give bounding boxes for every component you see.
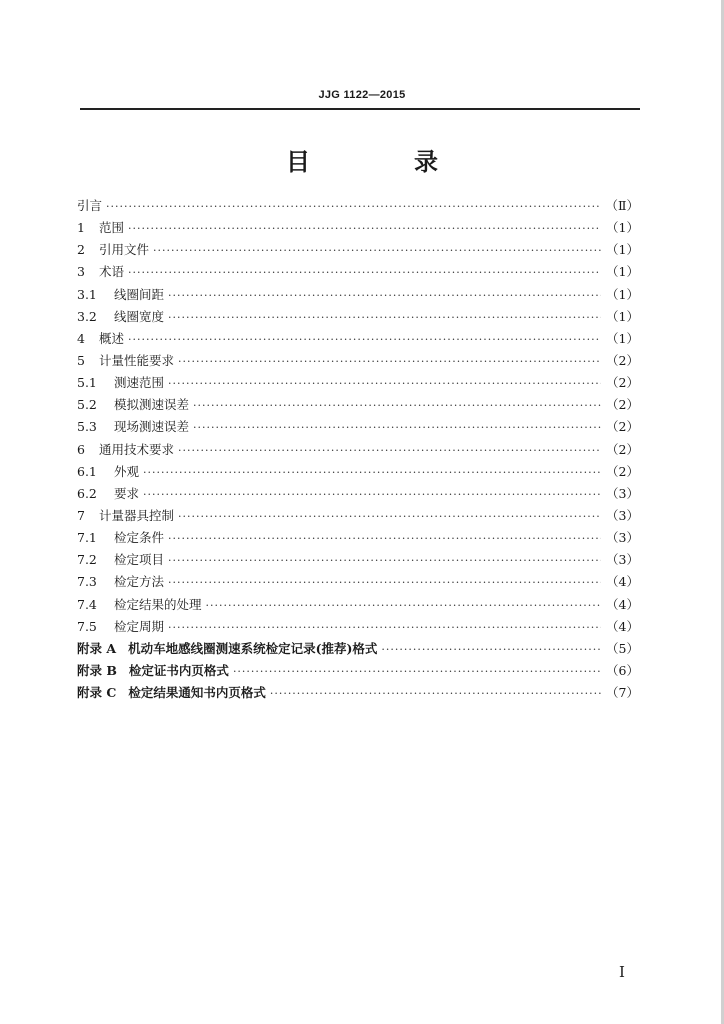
toc-entry-page: （1） (606, 220, 639, 236)
toc-entry-page: （1） (606, 242, 639, 258)
toc-entry-label: 检定条件 (114, 530, 165, 546)
toc-leader-dots (206, 595, 601, 617)
toc-entry[interactable] (77, 217, 639, 239)
toc-entry-page: （Ⅱ） (605, 198, 639, 213)
toc-leader-dots (193, 395, 601, 417)
toc-leader-dots (168, 373, 601, 395)
toc-entry[interactable] (77, 439, 639, 461)
toc-entry-page: （1） (606, 264, 639, 280)
toc-leader-dots (178, 440, 601, 462)
toc-entry-number: 5.2 (77, 397, 97, 413)
toc-entry-page: （4） (606, 596, 639, 612)
toc-entry[interactable] (77, 549, 639, 571)
toc-entry[interactable] (77, 505, 639, 527)
toc-entry-page: （3） (606, 552, 639, 568)
toc-entry-page: （2） (606, 419, 639, 435)
toc-entry-page: （7） (606, 685, 639, 701)
toc-entry-label: 范围 (99, 220, 125, 236)
toc-entry[interactable] (77, 461, 639, 483)
toc-leader-dots (168, 572, 601, 594)
toc-entry-label: 引言 (77, 198, 103, 213)
toc-entry-number: 6.2 (77, 485, 97, 501)
toc-leader-dots (143, 462, 601, 484)
toc-entry-number: 7.3 (77, 574, 97, 590)
toc-entry-number: 6.1 (77, 463, 97, 479)
toc-entry-label: 检定周期 (114, 618, 165, 634)
toc-leader-dots (193, 417, 601, 439)
toc-leader-dots (128, 262, 601, 284)
toc-entry-number: 6 (77, 441, 85, 457)
toc-leader-dots (168, 550, 601, 572)
toc-entry-page: （4） (606, 574, 639, 590)
toc-leader-dots (153, 240, 601, 262)
toc-entry[interactable] (77, 239, 639, 261)
toc-title: 目 录 (286, 148, 478, 176)
toc-entry-number: 3.2 (77, 308, 97, 324)
toc-entry-page: （2） (606, 463, 639, 479)
toc-entry-label: 要求 (114, 485, 140, 501)
toc-entry-label: 引用文件 (99, 242, 150, 258)
toc-entry-label: 线圈宽度 (114, 308, 165, 324)
toc-entry[interactable] (77, 394, 639, 416)
standard-code-header: JJG 1122—2015 (318, 89, 406, 101)
toc-entry[interactable] (77, 682, 639, 704)
toc-entry-number: 7 (77, 507, 85, 523)
toc-entry[interactable] (77, 195, 639, 217)
toc-entry-label: 检定结果的处理 (114, 596, 202, 612)
toc-entry-number: 5 (77, 352, 85, 368)
toc-entry-label: 模拟测速误差 (114, 397, 190, 413)
toc-entry[interactable] (77, 306, 639, 328)
toc-entry-number: 7.5 (77, 618, 97, 634)
toc-entry[interactable] (77, 594, 639, 616)
toc-entry-page: （6） (606, 662, 639, 678)
toc-leader-dots (178, 351, 601, 373)
toc-entry-page: （5） (606, 640, 639, 656)
toc-entry-number: 3 (77, 264, 85, 280)
toc-entry-label: 计量器具控制 (99, 507, 175, 523)
toc-entry-number: 5.3 (77, 419, 97, 435)
toc-leader-dots (143, 484, 601, 506)
toc-leader-dots (178, 506, 601, 528)
toc-entry[interactable] (77, 328, 639, 350)
toc-entry-label: 概述 (99, 330, 125, 346)
header-rule (80, 108, 640, 110)
toc-entry-number: 3.1 (77, 286, 97, 302)
toc-entry-label: 检定证书内页格式 (128, 662, 229, 678)
toc-entry-page: （2） (606, 352, 639, 368)
toc-entry-label: 检定方法 (114, 574, 165, 590)
toc-entry-label: 机动车地感线圈测速系统检定记录(推荐)格式 (128, 640, 378, 656)
toc-entry[interactable] (77, 616, 639, 638)
toc-entry[interactable] (77, 483, 639, 505)
toc-entry-page: （2） (606, 397, 639, 413)
toc-entry-label: 测速范围 (114, 375, 165, 391)
toc-entry[interactable] (77, 350, 639, 372)
toc-entry-number: 附录 C (77, 685, 117, 701)
toc-leader-dots (128, 329, 601, 351)
toc-entry-page: （3） (606, 485, 639, 501)
toc-leader-dots (168, 617, 601, 639)
toc-entry-page: （1） (606, 330, 639, 346)
toc-entry-number: 5.1 (77, 375, 97, 391)
table-of-contents (77, 195, 639, 704)
toc-leader-dots (168, 307, 601, 329)
toc-entry-page: （2） (606, 441, 639, 457)
toc-entry-number: 7.2 (77, 552, 97, 568)
toc-entry-page: （3） (606, 530, 639, 546)
toc-entry-number: 2 (77, 242, 85, 258)
toc-entry[interactable] (77, 660, 639, 682)
toc-entry[interactable] (77, 284, 639, 306)
toc-entry-page: （1） (606, 286, 639, 302)
toc-entry[interactable] (77, 372, 639, 394)
toc-leader-dots (168, 285, 601, 307)
toc-entry[interactable] (77, 261, 639, 283)
toc-entry[interactable] (77, 527, 639, 549)
toc-entry-label: 术语 (99, 264, 125, 280)
toc-entry-number: 4 (77, 330, 85, 346)
toc-leader-dots (381, 639, 601, 661)
toc-entry-number: 7.1 (77, 530, 97, 546)
toc-entry-label: 线圈间距 (114, 286, 165, 302)
toc-entry-label: 计量性能要求 (99, 352, 175, 368)
toc-entry-page: （4） (606, 618, 639, 634)
page-number: I (619, 963, 625, 981)
toc-entry-label: 检定项目 (114, 552, 165, 568)
toc-entry-label: 通用技术要求 (99, 441, 175, 457)
toc-leader-dots (106, 196, 601, 218)
toc-entry-page: （1） (606, 308, 639, 324)
toc-entry-page: （3） (606, 507, 639, 523)
toc-entry[interactable] (77, 638, 639, 660)
toc-entry-number: 7.4 (77, 596, 97, 612)
toc-leader-dots (270, 683, 601, 705)
toc-entry-number: 附录 B (77, 662, 117, 678)
toc-leader-dots (168, 528, 601, 550)
toc-entry[interactable] (77, 571, 639, 593)
toc-entry-label: 外观 (114, 463, 140, 479)
toc-entry-number: 1 (77, 220, 85, 236)
toc-entry-number: 附录 A (77, 640, 117, 656)
toc-entry-label: 现场测速误差 (114, 419, 190, 435)
toc-leader-dots (233, 661, 601, 683)
toc-leader-dots (128, 218, 601, 240)
toc-entry-page: （2） (606, 375, 639, 391)
toc-entry-label: 检定结果通知书内页格式 (128, 685, 266, 701)
toc-entry[interactable] (77, 416, 639, 438)
